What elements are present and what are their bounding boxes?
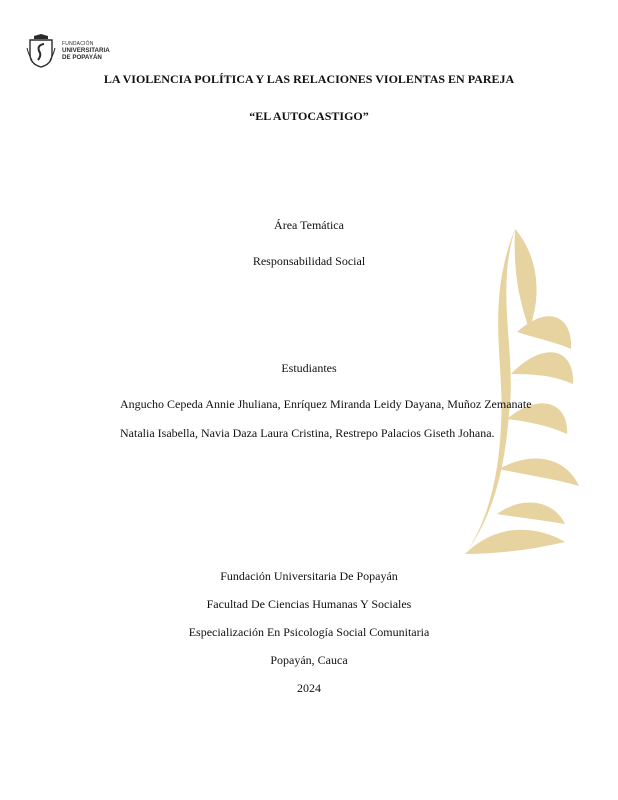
university-logo <box>26 34 116 68</box>
document-subtitle: “EL AUTOCASTIGO” <box>249 109 369 123</box>
program-name: Especialización En Psicología Social Comunitaria <box>188 625 430 639</box>
location: Popayán, Cauca <box>270 653 348 667</box>
logo-line-1: FUNDACIÓN <box>62 41 94 47</box>
year: 2024 <box>297 681 321 695</box>
logo-wordmark <box>62 41 110 61</box>
area-value: Responsabilidad Social <box>252 254 366 268</box>
document-title: LA VIOLENCIA POLÍTICA Y LAS RELACIONES VIOLENTAS EN PAREJA <box>103 72 515 86</box>
logo-line-2: UNIVERSITARIA <box>62 47 110 54</box>
students-label: Estudiantes <box>281 361 337 375</box>
faculty-name: Facultad De Ciencias Humanas Y Sociales <box>206 597 412 611</box>
area-label: Área Temática <box>274 218 344 232</box>
institution-name: Fundación Universitaria De Popayán <box>220 569 398 583</box>
authors-line-1: Angucho Cepeda Annie Jhuliana, Enríquez Miranda Leidy Dayana, Muñoz Zemanate <box>120 397 532 411</box>
authors-line-2: Natalia Isabella, Navia Daza Laura Cristina, Restrepo Palacios Giseth Johana. <box>120 426 495 440</box>
university-seal-icon <box>26 34 56 68</box>
logo-line-3: DE POPAYÁN <box>62 54 102 61</box>
